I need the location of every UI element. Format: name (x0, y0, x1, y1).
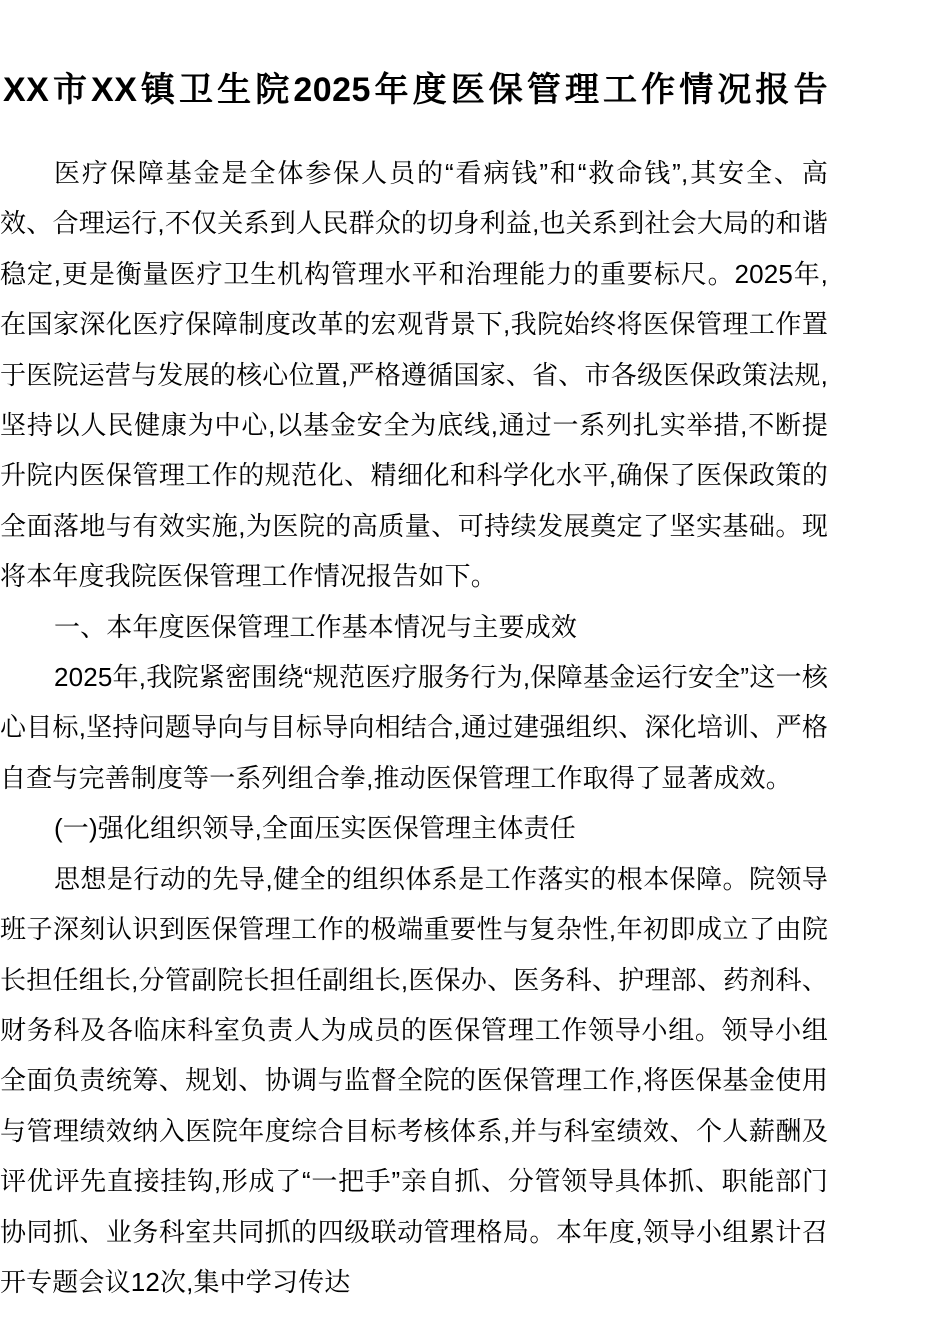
paragraph-section-one-intro: 2025年,我院紧密围绕“规范医疗服务行为,保障基金运行安全”这一核心目标,坚持问题导向与目标导向相结合,通过建强组织、深化培训、严格自查与完善制度等一系列组合拳,推动医保管理工作取得了显著成效。 (0, 662, 828, 793)
page-title: XX市XX镇卫生院2025年度医保管理工作情况报告 (3, 71, 828, 109)
paragraph-subsection-one-a-body: 思想是行动的先导,健全的组织体系是工作落实的根本保障。院领导班子深刻认识到医保管理工作的极端重要性与复杂性,年初即成立了由院长担任组长,分管副院长担任副组长,医保办、医务科、护理部、药剂科、财务科及各临床科室负责人为成员的医保管理工作领导小组。领导小组全面负责统筹、规划、协调与监督全院的医保管理工作,将医保基金使用与管理绩效纳入医院年度综合目标考核体系,并与科室绩效、个人薪酬及评优评先直接挂钩,形成了“一把手”亲自抓、分管领导具体抓、职能部门协同抓、业务科室共同抓的四级联动管理格局。本年度,领导小组累计召开专题会议12次,集中学习传达 (0, 863, 828, 1297)
section-heading-one: 一、本年度医保管理工作基本情况与主要成效 (54, 611, 578, 642)
subsection-heading-one-a: (一)强化组织领导,全面压实医保管理主体责任 (54, 813, 576, 844)
document-body (0, 148, 828, 1307)
paragraph-intro: 医疗保障基金是全体参保人员的“看病钱”和“救命钱”,其安全、高效、合理运行,不仅关系到人民群众的切身利益,也关系到社会大局的和谐稳定,更是衡量医疗卫生机构管理水平和治理能力的重要标尺。2025年,在国家深化医疗保障制度改革的宏观背景下,我院始终将医保管理工作置于医院运营与发展的核心位置,严格遵循国家、省、市各级医保政策法规,坚持以人民健康为中心,以基金安全为底线,通过一系列扎实举措,不断提升院内医保管理工作的规范化、精细化和科学化水平,确保了医保政策的全面落地与有效实施,为医院的高质量、可持续发展奠定了坚实基础。现将本年度我院医保管理工作情况报告如下。 (0, 158, 828, 592)
